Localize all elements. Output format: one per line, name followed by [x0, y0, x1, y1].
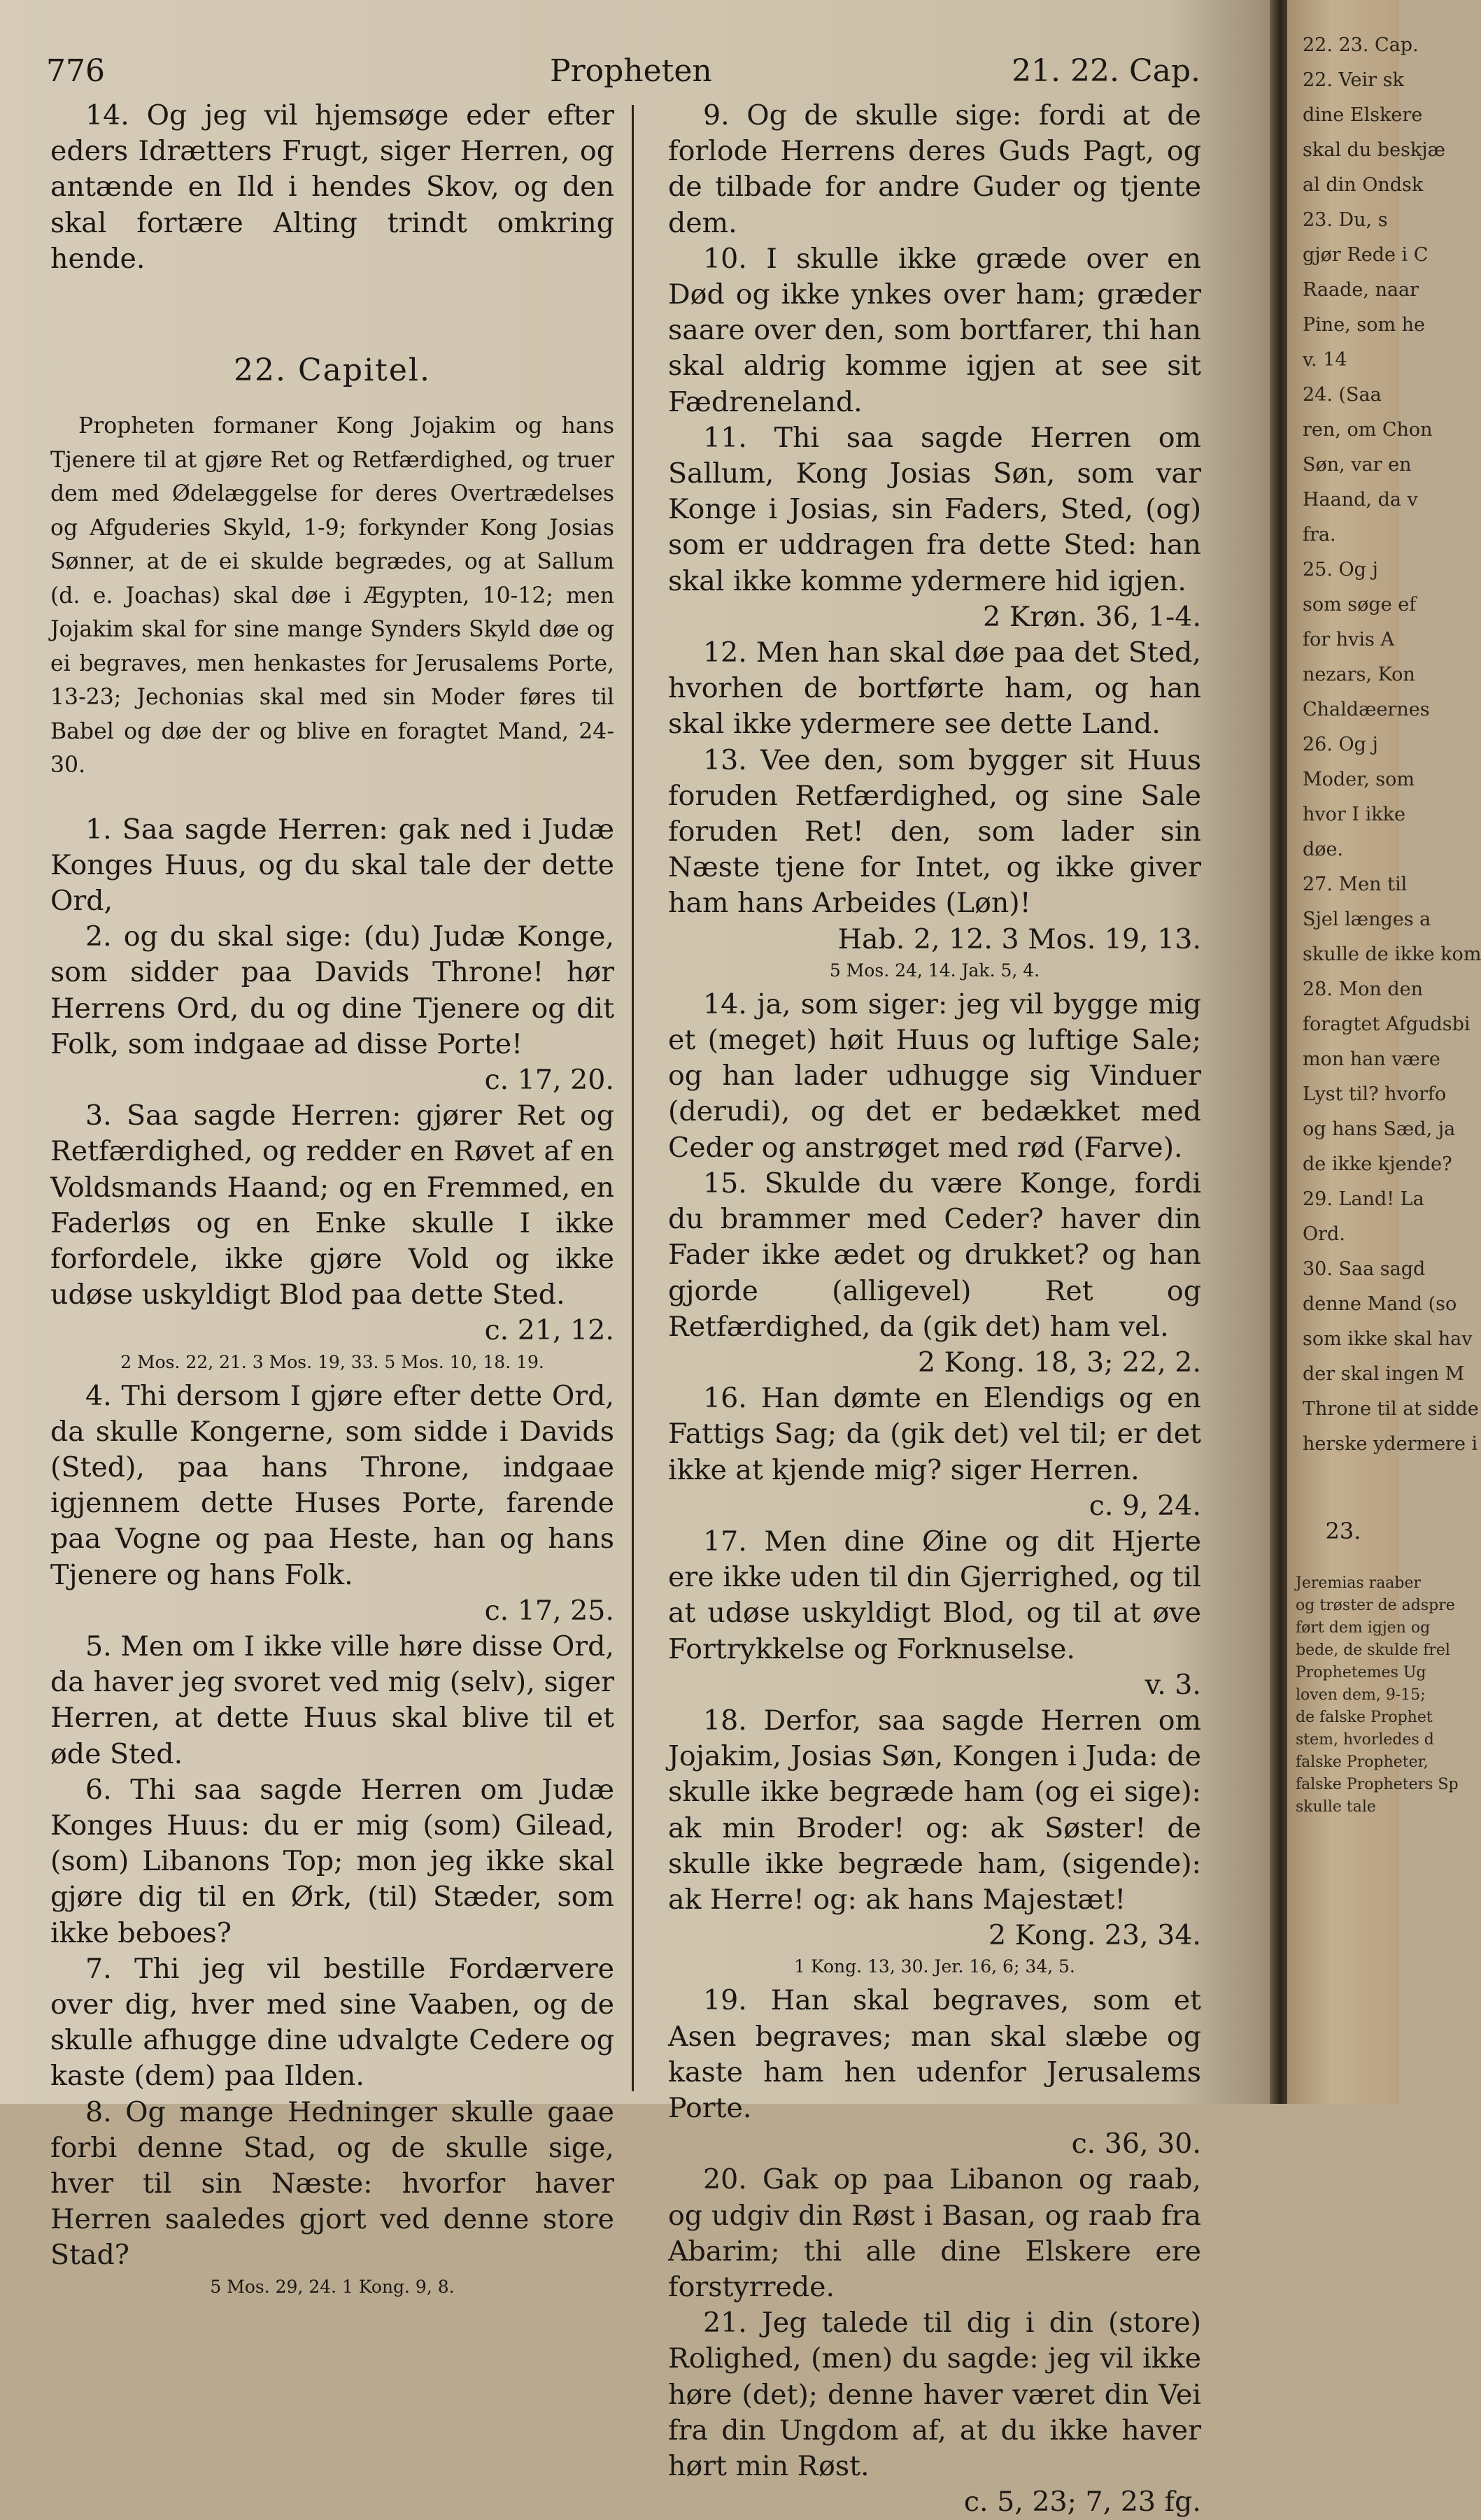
- verse: [50, 1379, 614, 1629]
- verse-text: 9. Og de skulle sige: fordi at de forlode Herrens deres Guds Pagt, og de tilbade for andre Guder og tjente dem.: [668, 99, 1201, 239]
- cross-reference: 5 Mos. 29, 24. 1 Kong. 9, 8.: [210, 2276, 455, 2297]
- verse: [668, 1983, 1201, 2162]
- edge-text-line: og hans Sæd, ja: [1303, 1118, 1456, 1140]
- verse-reference: 2 Kong. 18, 3; 22, 2.: [917, 1346, 1201, 1379]
- edge-text-line: Søn, var en: [1303, 454, 1412, 476]
- verse: [668, 987, 1201, 1166]
- cross-reference: 1 Kong. 13, 30. Jer. 16, 6; 34, 5.: [794, 1956, 1075, 1977]
- verse-reference: c. 9, 24.: [1089, 1489, 1201, 1522]
- verse-text: 8. Og mange Hedninger skulle gaae forbi denne Stad, og de skulle sige, hver til sin Næste: hvorfor haver Herren saaledes gjort ved denne store Stad?: [50, 2095, 614, 2272]
- edge-text-line: Pine, som he: [1303, 314, 1425, 336]
- edge-text-line: fra.: [1303, 524, 1336, 546]
- edge-text-line: dine Elskere: [1303, 104, 1423, 126]
- edge-text-line: Prophetemes Ug: [1296, 1664, 1426, 1681]
- verse-reference: v. 3.: [1145, 1668, 1201, 1701]
- edge-text-line: stem, hvorledes d: [1296, 1731, 1434, 1749]
- edge-text-line: skulle de ikke kom: [1303, 944, 1481, 965]
- verse: [668, 420, 1201, 635]
- verse: [668, 2162, 1201, 2305]
- verse-reference: Hab. 2, 12. 3 Mos. 19, 13.: [837, 923, 1201, 955]
- verse: [668, 1524, 1201, 1703]
- edge-text-line: Throne til at sidde: [1303, 1398, 1479, 1420]
- verse: [668, 635, 1201, 743]
- edge-text-line: v. 14: [1303, 349, 1347, 371]
- edge-text-line: 24. (Saa: [1303, 384, 1382, 406]
- column-divider: [632, 105, 634, 2091]
- verse-text: 2. og du skal sige: (du) Judæ Konge, som sidder paa Davids Throne! hør Herrens Ord, du og dine Tjenere og dit Folk, som indgaae ad disse Porte!: [50, 920, 614, 1060]
- chapter-reference: 21. 22. Cap.: [1012, 53, 1200, 89]
- edge-text-line: 29. Land! La: [1303, 1188, 1424, 1210]
- verse-text: 5. Men om I ikke ville høre disse Ord, da haver jeg svoret ved mig (selv), siger Herren, at dette Huus skal blive til et øde Sted.: [50, 1630, 614, 1770]
- edge-text-line: 22. Veir sk: [1303, 69, 1404, 91]
- verse-text: 3. Saa sagde Herren: gjører Ret og Retfærdighed, og redder en Røvet af en Voldsmands Haand; og en Fremmed, en Faderløs og en Enke skulle I ikke forfordele, ikke gjøre Vold og ikke udøse uskyldigt Blod paa dette Sted.: [50, 1099, 614, 1311]
- right-column: [668, 98, 1201, 2520]
- verse-reference: c. 5, 23; 7, 23 fg.: [963, 2486, 1201, 2519]
- edge-text-line: for hvis A: [1303, 629, 1394, 650]
- verse-text: 18. Derfor, saa sagde Herren om Jojakim, Josias Søn, Kongen i Juda: de skulle ikke begræde ham (og ei sige): ak min Broder! og: ak Søster! de skulle ikke begræde ham, (sigende): ak Herre! og: ak hans Majestæt!: [668, 1704, 1201, 1916]
- edge-text-line: 25. Og j: [1303, 559, 1378, 581]
- verse-text: 4. Thi dersom I gjøre efter dette Ord, da skulle Kongerne, som sidde i Davids (Sted), paa hans Throne, indgaae igjennem dette Huses Porte, farende paa Vogne og paa Heste, han og hans Tjenere og hans Folk.: [50, 1379, 614, 1591]
- cross-reference: 5 Mos. 24, 14. Jak. 5, 4.: [829, 960, 1040, 981]
- verse-text: 10. I skulle ikke græde over en Død og ikke ynkes over ham; græder saare over den, som bortfarer, thi han skal aldrig komme igjen at see sit Fædreneland.: [668, 242, 1201, 418]
- edge-text-line: al din Ondsk: [1303, 174, 1424, 196]
- next-page-edge: [1287, 0, 1481, 2104]
- edge-text-line: og trøster de adspre: [1296, 1597, 1455, 1614]
- next-page-chapter-number: 23.: [1325, 1518, 1361, 1544]
- verse-text: 17. Men dine Øine og dit Hjerte ere ikke uden til din Gjerrighed, og til at udøse uskyldigt Blod, og til at øve Fortrykkelse og Forknuselse.: [668, 1525, 1201, 1665]
- edge-text-line: 30. Saa sagd: [1303, 1258, 1426, 1280]
- verse-text: 15. Skulde du være Konge, fordi du brammer med Ceder? haver din Fader ikke ædet og drukket? og han gjorde (alligevel) Ret og Retfærdighed, da (gik det) ham vel.: [668, 1167, 1201, 1343]
- verse-text: 1. Saa sagde Herren: gak ned i Judæ Konges Huus, og du skal tale der dette Ord,: [50, 813, 614, 917]
- left-column: [50, 98, 614, 2303]
- next-page-summary-lines: [1287, 1572, 1459, 1818]
- verse: [668, 1703, 1201, 1953]
- verse-text: 21. Jeg talede til dig i din (store) Rolighed, (men) du sagde: jeg vil ikke høre (det); denne haver været din Vei fra din Ungdom af, at du ikke haver hørt min Røst.: [668, 2307, 1201, 2482]
- page-header: [46, 53, 1200, 102]
- edge-text-line: Lyst til? hvorfo: [1303, 1083, 1447, 1105]
- edge-text-line: der skal ingen M: [1303, 1363, 1465, 1385]
- right-verse-list: [668, 98, 1201, 2520]
- verse-reference: 2 Krøn. 36, 1-4.: [983, 600, 1201, 633]
- edge-text-line: ren, om Chon: [1303, 419, 1433, 441]
- verse: [668, 2305, 1201, 2520]
- verse-21-14: 14. Og jeg vil hjemsøge eder efter eders Idrætters Frugt, siger Herren, og antænde en Ild i hendes Skov, og den skal fortære Alting trindt omkring hende.: [50, 99, 614, 275]
- verse: [668, 1381, 1201, 1524]
- edge-text-line: døe.: [1303, 839, 1344, 860]
- verse-text: 11. Thi saa sagde Herren om Sallum, Kong Josias Søn, som var Konge i Josias, sin Faders, Sted, (og) som er uddragen fra dette Sted: han skal ikke komme ydermere hid igjen.: [668, 421, 1201, 597]
- verse: [50, 812, 614, 920]
- edge-text-line: Raade, naar: [1303, 279, 1419, 301]
- book-gutter: [1270, 0, 1287, 2104]
- edge-text-line: loven dem, 9-15;: [1296, 1686, 1426, 1704]
- edge-text-line: falske Propheter,: [1296, 1753, 1429, 1771]
- chapter-title: 22. Capitel.: [234, 353, 431, 389]
- verse-reference: c. 17, 25.: [484, 1594, 614, 1627]
- verse: [50, 1951, 614, 2095]
- verse: [50, 1629, 614, 1772]
- edge-text-line: Moder, som: [1303, 769, 1415, 790]
- edge-text-line: denne Mand (so: [1303, 1293, 1457, 1315]
- edge-text-line: mon han være: [1303, 1048, 1440, 1070]
- edge-text-line: 22. 23. Cap.: [1303, 34, 1419, 56]
- edge-text-line: 26. Og j: [1303, 734, 1378, 755]
- edge-text-line: skal du beskjæ: [1303, 139, 1446, 161]
- edge-text-line: gjør Rede i C: [1303, 244, 1429, 266]
- verse: [668, 1166, 1201, 1381]
- page-number: 776: [46, 53, 105, 89]
- edge-text-line: som søge ef: [1303, 594, 1417, 615]
- edge-text-line: Jeremias raaber: [1296, 1574, 1422, 1592]
- edge-text-line: de ikke kjende?: [1303, 1153, 1452, 1175]
- edge-text-line: foragtet Afgudsbi: [1303, 1013, 1471, 1035]
- verse-reference: c. 17, 20.: [484, 1063, 614, 1096]
- edge-text-line: skulle tale: [1296, 1798, 1376, 1816]
- verse: [668, 98, 1201, 241]
- edge-text-line: Chaldæernes: [1303, 699, 1430, 720]
- verse-text: 19. Han skal begraves, som et Asen begraves; man skal slæbe og kaste ham hen udenfor Jerusalems Porte.: [668, 1984, 1201, 2124]
- cross-reference: 2 Mos. 22, 21. 3 Mos. 19, 33. 5 Mos. 10, 18. 19.: [120, 1351, 544, 1372]
- verse-reference: c. 36, 30.: [1071, 2128, 1201, 2160]
- edge-text-line: falske Propheters Sp: [1296, 1776, 1459, 1793]
- edge-text-line: som ikke skal hav: [1303, 1328, 1473, 1350]
- verse-reference: c. 21, 12.: [484, 1314, 614, 1347]
- edge-text-line: 23. Du, s: [1303, 209, 1388, 231]
- edge-text-line: 27. Men til: [1303, 874, 1408, 895]
- verse: [50, 1772, 614, 1951]
- chapter-summary: Propheten formaner Kong Jojakim og hans Tjenere til at gjøre Ret og Retfærdighed, og truer dem med Ødelæggelse for deres Overtrædelses og Afguderies Skyld, 1-9; forkynder Kong Josias Sønner, at de ei skulde begrædes, og at Sallum (d. e. Joachas) skal døe i Ægypten, 10-12; men Jojakim skal for sine mange Synders Skyld døe og ei begraves, men henkastes for Jerusalems Porte, 13-23; Jechonias skal med sin Moder føres til Babel og døe der og blive en foragtet Mand, 24-30.: [50, 413, 614, 778]
- verse: [50, 919, 614, 1098]
- verse-text: 14. ja, som siger: jeg vil bygge mig et (meget) høit Huus og luftige Sale; og han lader udhugge sig Vinduer (derudi), og det er bedækket med Ceder og anstrøget med rød (Farve).: [668, 988, 1201, 1164]
- edge-text-line: Ord.: [1303, 1223, 1345, 1245]
- verse-text: 16. Han dømte en Elendigs og en Fattigs Sag; da (gik det) vel til; er det ikke at kjende mig? siger Herren.: [668, 1382, 1201, 1486]
- edge-text-line: 28. Mon den: [1303, 978, 1424, 1000]
- verse-text: 7. Thi jeg vil bestille Fordærvere over dig, hver med sine Vaaben, og de skulle afhugge dine udvalgte Cedere og kaste (dem) paa Ilden.: [50, 1952, 614, 2093]
- verse-text: 20. Gak op paa Libanon og raab, og udgiv din Røst i Basan, og raab fra Abarim; thi alle dine Elskere ere forstyrrede.: [668, 2163, 1201, 2303]
- edge-text-line: Haand, da v: [1303, 489, 1418, 511]
- edge-text-line: hvor I ikke: [1303, 804, 1405, 825]
- edge-text-line: nezars, Kon: [1303, 664, 1415, 685]
- edge-text-line: de falske Prophet: [1296, 1709, 1433, 1726]
- verse: [50, 1098, 614, 1348]
- edge-text-line: bede, de skulde frel: [1296, 1642, 1450, 1659]
- verse: [668, 743, 1201, 958]
- verse: [50, 2095, 614, 2274]
- edge-text-line: ført dem igjen og: [1296, 1619, 1431, 1637]
- verse-text: 6. Thi saa sagde Herren om Judæ Konges Huus: du er mig (som) Gilead, (som) Libanons Top; mon jeg ikke skal gjøre dig til en Ørk, (til) Stæder, som ikke beboes?: [50, 1773, 614, 1949]
- verse-text: 13. Vee den, som bygger sit Huus foruden Retfærdighed, og sine Sale foruden Ret! den, som lader sin Næste tjene for Intet, og ikke giver ham hans Arbeides (Løn)!: [668, 743, 1201, 920]
- left-verse-list: [50, 812, 614, 2299]
- verse-reference: 2 Kong. 23, 34.: [988, 1919, 1201, 1952]
- edge-text-line: Sjel længes a: [1303, 909, 1431, 930]
- verse: [668, 241, 1201, 420]
- running-title: Propheten: [550, 53, 712, 89]
- edge-text-line: herske ydermere i: [1303, 1433, 1478, 1455]
- next-page-top-lines: [1287, 0, 1481, 1462]
- verse-text: 12. Men han skal døe paa det Sted, hvorhen de bortførte ham, og han skal ikke ydermere see dette Land.: [668, 636, 1201, 741]
